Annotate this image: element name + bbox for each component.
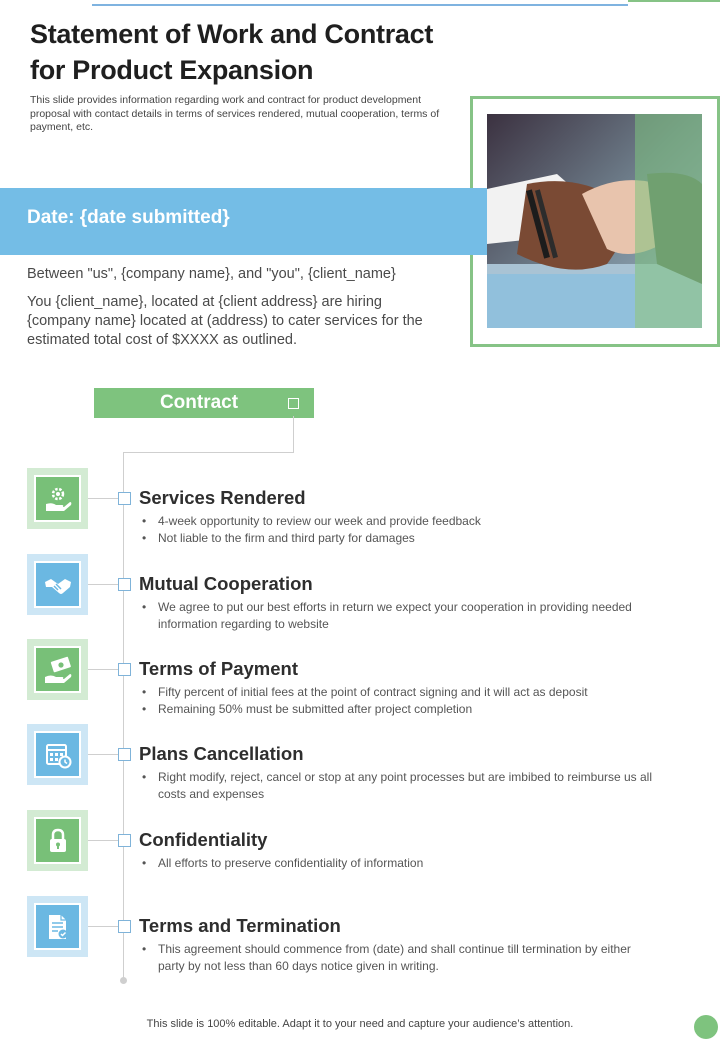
top-accent-line-green	[628, 0, 720, 2]
icon-tile	[27, 639, 88, 700]
parties-between: Between "us", {company name}, and "you", {client_name}	[27, 266, 396, 282]
section-bullets	[142, 513, 652, 546]
money-hand-icon	[34, 646, 81, 693]
section-title: Confidentiality	[139, 829, 268, 850]
timeline-line	[123, 452, 124, 980]
contract-marker	[288, 398, 299, 409]
section-title: Mutual Cooperation	[139, 573, 313, 594]
section-bullets	[142, 599, 652, 632]
section-title: Terms and Termination	[139, 915, 341, 936]
bullet-item: • Remaining 50% must be submitted after project completion	[142, 701, 652, 718]
section-marker	[118, 578, 131, 591]
bullet-item: • Not liable to the firm and third party for damages	[142, 530, 652, 547]
icon-tile	[27, 724, 88, 785]
bullet-item: • Fifty percent of initial fees at the point of contract signing and it will act as deposit	[142, 684, 652, 701]
timeline-end-dot	[120, 977, 127, 984]
date-text: Date: {date submitted}	[27, 207, 230, 228]
padlock-icon	[34, 817, 81, 864]
calendar-clock-icon	[34, 731, 81, 778]
page-title: Statement of Work and Contract for Product Expansion	[30, 19, 434, 85]
contract-label: Contract	[159, 392, 239, 413]
section-title: Terms of Payment	[139, 658, 299, 679]
icon-tile	[27, 468, 88, 529]
section-title: Services Rendered	[139, 487, 306, 508]
connector-line	[88, 926, 119, 927]
icon-tile	[27, 810, 88, 871]
connector-line	[88, 584, 119, 585]
section-bullets	[142, 941, 652, 974]
section-title: Plans Cancellation	[139, 743, 304, 764]
section-bullets	[142, 855, 652, 872]
document-check-icon	[34, 903, 81, 950]
section-marker	[118, 492, 131, 505]
handshake-photo	[487, 114, 702, 328]
section-bullets	[142, 769, 652, 802]
bullet-item: • This agreement should commence from (date) and shall continue till termination by either party by not less than 60 days notice given in writing.	[142, 941, 652, 974]
section-marker	[118, 834, 131, 847]
parties-details: You {client_name}, located at {client address} are hiring {company name} located at (address) to cater services for the estimated total cost of $XXXX as outlined.	[27, 294, 423, 348]
section-marker	[118, 920, 131, 933]
icon-tile	[27, 896, 88, 957]
section-marker	[118, 663, 131, 676]
bullet-item: • Right modify, reject, cancel or stop at any point processes but are imbibed to reimburse us all costs and expenses	[142, 769, 652, 802]
section-marker	[118, 748, 131, 761]
gear-hand-icon	[34, 475, 81, 522]
timeline-connector	[293, 416, 294, 453]
footer-text: This slide is 100% editable. Adapt it to your need and capture your audience’s attention.	[146, 1018, 574, 1030]
connector-line	[88, 669, 119, 670]
connector-line	[88, 498, 119, 499]
bullet-item: • All efforts to preserve confidentiality of information	[142, 855, 652, 872]
top-accent-line	[92, 4, 628, 6]
icon-tile	[27, 554, 88, 615]
footer-dot	[694, 1015, 718, 1039]
intro-text: This slide provides information regarding work and contract for product development proposal with contact details in terms of services rendered, mutual cooperation, terms of payment, etc.	[30, 94, 440, 133]
timeline-connector	[123, 452, 294, 453]
connector-line	[88, 754, 119, 755]
connector-line	[88, 840, 119, 841]
section-bullets	[142, 684, 652, 717]
bullet-item: • We agree to put our best efforts in return we expect your cooperation in providing needed information regarding to website	[142, 599, 652, 632]
handshake-icon	[34, 561, 81, 608]
bullet-item: • 4-week opportunity to review our week and provide feedback	[142, 513, 652, 530]
